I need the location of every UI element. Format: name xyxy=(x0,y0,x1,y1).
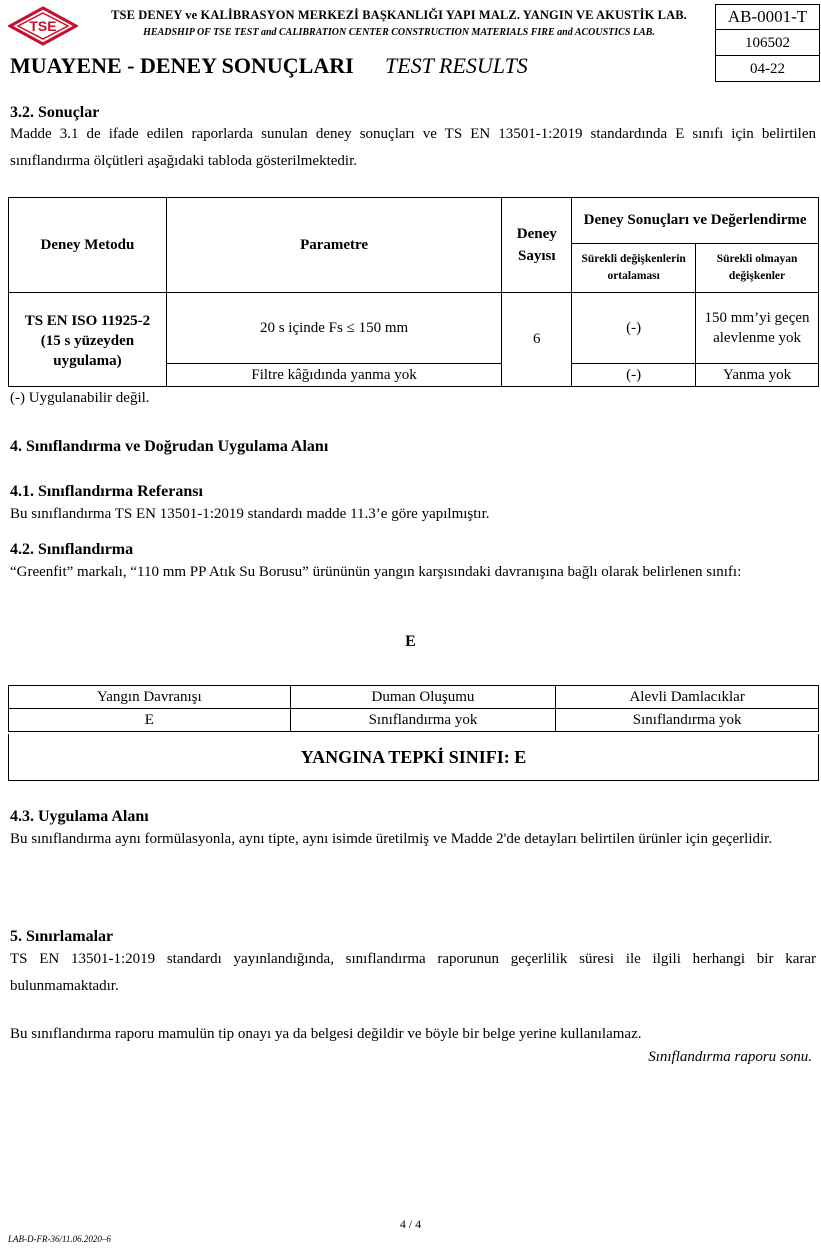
org-line-en: HEADSHIP OF TSE TEST and CALIBRATION CENTER CONSTRUCTION MATERIALS FIRE and ACOUSTICS LAB. xyxy=(143,27,655,38)
section-3-2-text: Madde 3.1 de ifade edilen raporlarda sunulan deney sonuçları ve TS EN 13501-1:2019 standardında E sınıfı için belirtilen sınıflandırma ölçütleri aşağıdaki tabloda gösterilmektedir. xyxy=(10,126,816,169)
logo-text: TSE xyxy=(29,18,57,34)
class-letter: E xyxy=(405,633,416,650)
section-5-heading: 5. Sınırlamalar xyxy=(10,928,114,945)
reaction-class-result: YANGINA TEPKİ SINIFI: E xyxy=(8,734,819,781)
form-code-footer: LAB-D-FR-36/11.06.2020–6 xyxy=(8,1234,111,1244)
section-4-1-heading: 4.1. Sınıflandırma Referansı xyxy=(10,483,203,500)
class-value-fire: E xyxy=(9,709,291,732)
section-4-1-text: Bu sınıflandırma TS EN 13501-1:2019 standardı madde 11.3’e göre yapılmıştır. xyxy=(10,506,490,522)
report-date: 04-22 xyxy=(750,61,785,77)
end-note: Sınıflandırma raporu sonu. xyxy=(648,1049,812,1065)
section-4-3-heading: 4.3. Uygulama Alanı xyxy=(10,808,149,825)
class-header-droplets: Alevli Damlacıklar xyxy=(556,686,819,709)
table-note: (-) Uygulanabilir değil. xyxy=(10,390,150,406)
method-cell: TS EN ISO 11925-2 (15 s yüzeyden uygulama) xyxy=(9,293,167,387)
report-number: 106502 xyxy=(716,30,819,56)
class-value-smoke: Sınıflandırma yok xyxy=(290,709,556,732)
form-code: AB-0001-T xyxy=(716,5,819,30)
col-parameter-header: Parametre xyxy=(166,198,501,293)
section-4-3-text: Bu sınıflandırma aynı formülasyonla, aynı tipte, aynı isimde üretilmiş ve Madde 2'de detayları belirtilen ürünler için geçerlidir. xyxy=(10,831,773,847)
table-row-continuous: (-) xyxy=(572,293,696,364)
section-4-2-heading: 4.2. Sınıflandırma xyxy=(10,541,134,558)
col-method-header: Deney Metodu xyxy=(9,198,167,293)
page-title: MUAYENE - DENEY SONUÇLARI xyxy=(10,53,354,78)
section-5-disclaimer: Bu sınıflandırma raporu mamulün tip onayı ya da belgesi değildir ve böyle bir belge yerine kullanılamaz. xyxy=(10,1026,642,1042)
col-count-header: Deney Sayısı xyxy=(502,198,572,293)
table-row-param: Filtre kâğıdında yanma yok xyxy=(166,364,501,387)
table-row-noncontinuous: 150 mm’yi geçen alevlenme yok xyxy=(696,293,819,364)
class-header-smoke: Duman Oluşumu xyxy=(290,686,556,709)
sub-noncontinuous-header: Sürekli olmayan değişkenler xyxy=(696,244,819,293)
col-results-header: Deney Sonuçları ve Değerlendirme xyxy=(572,198,819,244)
count-cell: 6 xyxy=(502,293,572,387)
section-3-2-heading: 3.2. Sonuçlar xyxy=(10,104,100,121)
section-5-text: TS EN 13501-1:2019 standardı yayınlandığında, sınıflandırma raporunun geçerlilik süresi ile ilgili herhangi bir karar bulunmamaktadır. xyxy=(10,951,816,994)
table-row-noncontinuous: Yanma yok xyxy=(696,364,819,387)
table-row-param: 20 s içinde Fs ≤ 150 mm xyxy=(166,293,501,364)
classification-table xyxy=(8,685,819,732)
section-4-heading: 4. Sınıflandırma ve Doğrudan Uygulama Alanı xyxy=(10,438,329,455)
page-number: 4 / 4 xyxy=(399,1217,422,1231)
class-value-droplets: Sınıflandırma yok xyxy=(556,709,819,732)
page-title-en: TEST RESULTS xyxy=(385,53,528,78)
code-box xyxy=(715,4,820,82)
results-table xyxy=(8,197,819,387)
tse-logo xyxy=(8,6,78,46)
section-4-2-text: “Greenfit” markalı, “110 mm PP Atık Su Borusu” ürününün yangın karşısındaki davranışına bağlı olarak belirlenen sınıfı: xyxy=(10,564,742,580)
table-row-continuous: (-) xyxy=(572,364,696,387)
sub-continuous-header: Sürekli değişkenlerin ortalaması xyxy=(572,244,696,293)
class-header-fire: Yangın Davranışı xyxy=(9,686,291,709)
org-line: TSE DENEY ve KALİBRASYON MERKEZİ BAŞKANLIĞI YAPI MALZ. YANGIN VE AKUSTİK LAB. xyxy=(111,8,687,22)
